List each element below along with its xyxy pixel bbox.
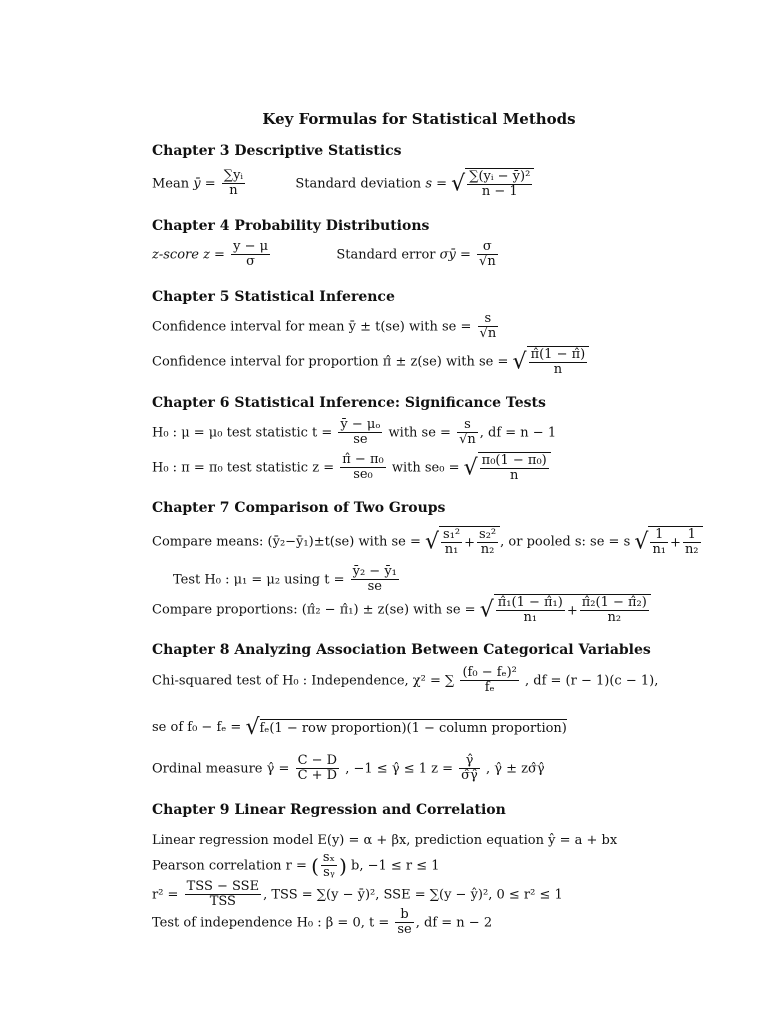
sd-denominator: n − 1 [481,184,518,200]
t-with: with se = [388,425,451,441]
test-mu-numerator: ȳ₂ − ȳ₁ [352,564,397,579]
ordinal-fraction [296,754,340,784]
z-se-fraction [480,454,549,484]
cm-d-numerator: 1 [683,528,701,543]
compare-props-text: Compare proportions: (π̂₂ − π̂₁) ± z(se) with se = [152,602,476,618]
ci-prop-numerator: π̂(1 − π̂) [530,347,586,362]
mean-fraction [222,169,245,199]
cp-b-denominator: n₂ [607,610,622,626]
z-test-row [152,452,551,484]
r2-denominator: TSS [209,894,236,910]
sd-numerator: ∑(yᵢ − ȳ)² [469,169,531,184]
se-label: Standard error [336,247,436,263]
chi-denominator: fₑ [484,680,495,696]
cm-a-fraction [441,528,462,558]
pearson-fraction [321,851,337,881]
pearson-text: Pearson correlation r = [152,858,307,874]
ti-denominator: se [397,922,412,938]
t-test-row [152,418,556,448]
cp-a-fraction [496,596,565,626]
r2-numerator: TSS − SSE [186,879,260,894]
ztest-fraction [340,453,385,483]
t-se-denominator: √n [459,432,476,448]
mean-lhs: ȳ = [193,176,216,192]
cm-d-fraction [683,528,701,558]
z-numerator: y − μ [233,239,269,254]
chapter-9-heading: Chapter 9 Linear Regression and Correlation [152,802,506,818]
z-with: with se₀ = [391,460,460,476]
compare-means-row [152,526,703,558]
t-fraction [338,418,382,448]
cp-a-denominator: n₁ [523,610,538,626]
se-f0-row [152,715,567,740]
cm-a-numerator: s₁² [443,527,461,542]
sd-fraction [467,170,532,200]
cm-d-denominator: n₂ [684,542,699,558]
chapter-4-heading: Chapter 4 Probability Distributions [152,218,430,234]
ti-text: Test of independence H₀ : β = 0, t = [152,915,390,931]
sd-label: Standard deviation [295,176,422,192]
r2-lhs: r² = [152,887,179,903]
test-mu-fraction [351,565,399,595]
ci-prop-row [152,346,589,378]
z-se-denominator: n [510,468,519,484]
ci-prop-text: Confidence interval for proportion π̂ ± z(se) with se = [152,354,509,370]
chi-df: , df = (r − 1)(c − 1), [525,673,659,689]
se-f0-body: fₑ(1 − row proportion)(1 − column proportion) [259,721,567,736]
se-numerator: σ [477,240,498,255]
ztest-numerator: π̂ − π₀ [342,452,384,467]
cm-b-denominator: n₂ [480,542,495,558]
r-squared-row [152,880,563,910]
test-mu-row [173,565,401,595]
mean-numerator: ∑yᵢ [223,168,244,183]
ordinal-denominator: C + D [297,768,338,784]
chapter-8-heading: Chapter 8 Analyzing Association Between Categorical Variables [152,642,651,658]
ci-mean-text: Confidence interval for mean ȳ ± t(se) with se = [152,319,472,335]
cm-a-denominator: n₁ [444,542,459,558]
ordinal-z-numerator: γ̂ [459,754,480,769]
z-se-numerator: π₀(1 − π₀) [481,453,547,468]
page-title: Key Formulas for Statistical Methods [262,110,576,128]
cp-b-fraction [580,596,649,626]
chi-numerator: (f₀ − fₑ)² [462,665,517,680]
z-lhs: z = [203,247,225,263]
compare-means-text: Compare means: (ȳ₂−ȳ₁)±t(se) with se = [152,534,421,550]
sd-lhs: s = [425,176,448,192]
chi-fraction [460,666,518,696]
r2-fraction [185,880,261,910]
se-f0-text: se of f₀ − fₑ = [152,720,242,735]
cp-sqrt: √ $\frac{\text{π̂₁(1 − π̂₁)}}{\text{n₁}}$ + $\frac{\text{π̂₂(1 − π̂₂)}}{\text{n₂}}$ [480,594,651,626]
ti-fraction [395,908,413,938]
chi-text: Chi-squared test of H₀ : Independence, χ² = ∑ [152,673,455,689]
ci-prop-fraction [529,348,588,378]
ci-mean-row [152,312,500,342]
ch4-formula-row [152,240,500,270]
t-denominator: se [353,432,368,448]
pearson-denominator: sᵧ [323,865,335,881]
ordinal-z-fraction [459,754,480,784]
ordinal-row [152,754,545,784]
cp-b-numerator: π̂₂(1 − π̂₂) [581,595,647,610]
t-df: , df = n − 1 [479,425,557,441]
compare-proportions-row [152,594,651,626]
cm-b-fraction [477,528,498,558]
se-denominator: √n [479,254,496,270]
ordinal-mid: , −1 ≤ γ̂ ≤ 1 z = [345,761,454,777]
cm-c-denominator: n₁ [652,542,667,558]
cm-c-fraction [650,528,668,558]
t-numerator: ȳ − μₒ [340,417,381,432]
test-mu-text: Test H₀ : μ₁ = μ₂ using t = [173,572,345,588]
cm-b-numerator: s₂² [479,527,497,542]
t-se-numerator: s [457,418,478,433]
se-fraction [477,240,498,270]
ordinal-text: Ordinal measure γ̂ = [152,761,290,777]
pearson-numerator: sₓ [322,850,336,865]
z-fraction [231,240,270,270]
se-f0-sqrt: √fₑ(1 − row proportion)(1 − column proportion) [245,715,567,740]
r2-end: , TSS = ∑(y − ȳ)², SSE = ∑(y − ŷ)², 0 ≤ r² ≤ 1 [263,887,563,903]
z-label: z-score [152,247,199,263]
ci-mean-fraction [478,312,499,342]
ztest-denominator: se₀ [353,467,373,483]
pearson-end: b, −1 ≤ r ≤ 1 [351,858,440,874]
cm-c-numerator: 1 [650,528,668,543]
ci-prop-sqrt: √ $\frac{\pî(1 - \pî)}{n}$ [513,346,590,378]
pearson-row: Pearson correlation r = ( $\frac{\text{sₓ}}{\text{sᵧ}}$ ) b, −1 ≤ r ≤ 1 [152,850,440,881]
ci-mean-denominator: √n [479,326,497,342]
ch3-formula-row [152,168,534,200]
chapter-3-heading: Chapter 3 Descriptive Statistics [152,143,402,159]
z-se-sqrt: √ $\frac{\text{π₀(1 − π₀)}}{n}$ [464,452,551,484]
linear-regression-row: Linear regression model E(y) = α + βx, prediction equation ŷ = a + bx [152,833,618,848]
z-denominator: σ [246,254,255,270]
t-test-text: H₀ : μ = μ₀ test statistic t = [152,425,333,441]
ti-numerator: b [395,908,413,923]
cm-pooled-sqrt: √ $\frac{1}{\text{n₁}}$ + $\frac{1}{\text{n₂}}$ [634,526,702,558]
cm-sqrt: √ $\frac{\text{s₁²}}{\text{n₁}}$ + $\frac{\text{s₂²}}{\text{n₂}}$ [425,526,500,558]
chapter-7-heading: Chapter 7 Comparison of Two Groups [152,500,446,516]
chapter-6-heading: Chapter 6 Statistical Inference: Significance Tests [152,395,546,411]
ordinal-end: , γ̂ ± zσ̂γ̂ [485,761,545,777]
cp-a-numerator: π̂₁(1 − π̂₁) [497,595,563,610]
chapter-5-heading: Chapter 5 Statistical Inference [152,289,395,305]
sd-sqrt: √ $\frac{\text{∑(yᵢ − ȳ)²}}{n - 1}$ [451,168,534,200]
ordinal-z-denominator: σ̂γ̂ [461,768,478,784]
ti-end: , df = n − 2 [415,915,493,931]
mean-denominator: n [229,183,238,199]
mean-label: Mean [152,176,190,192]
se-lhs: σȳ = [439,247,471,263]
z-test-text: H₀ : π = π₀ test statistic z = [152,460,335,476]
test-independence-row [152,908,492,938]
test-mu-denominator: se [367,579,382,595]
ci-mean-numerator: s [478,312,499,327]
cm-pooled: , or pooled s: se = s [500,534,631,550]
ordinal-numerator: C − D [297,753,338,768]
chi-squared-row [152,666,658,696]
ci-prop-denominator: n [553,362,563,378]
t-se-fraction [457,418,478,448]
